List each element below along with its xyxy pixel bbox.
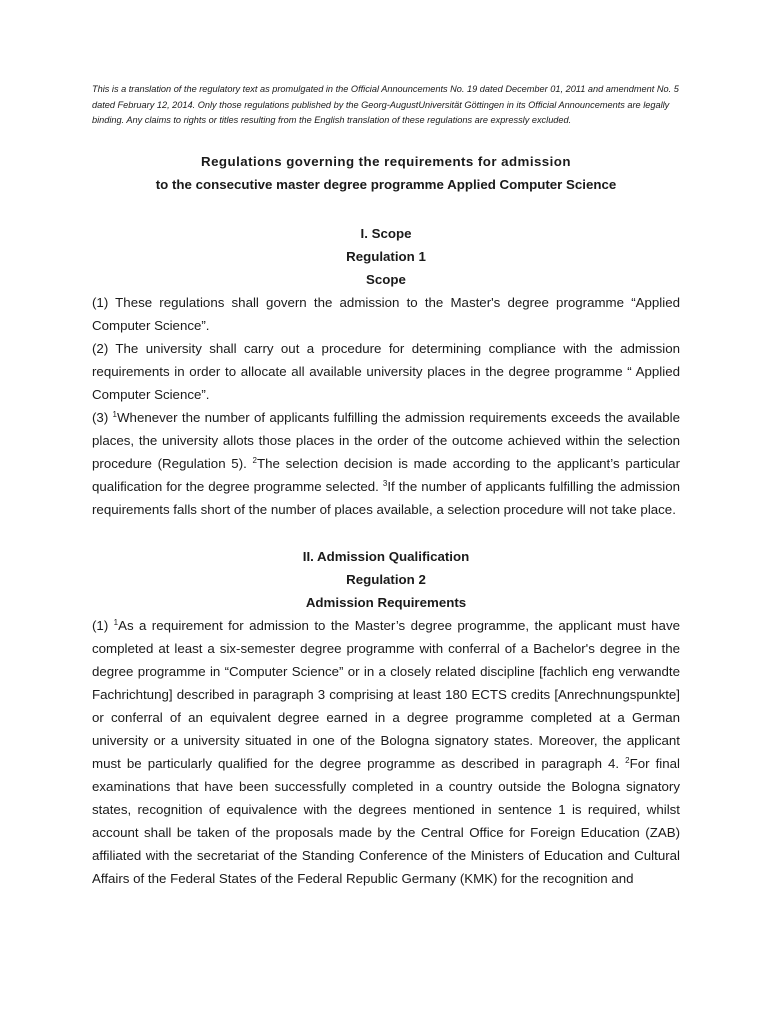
translation-disclaimer: This is a translation of the regulatory text as promulgated in the Official Announcements No. 19 dated December 01, 2011 and amendment No. 5 dated February 12, 2014. Only those regulations published by the Georg-AugustUniversität Göttingen in its Official Announcements are legally binding. Any claims to rights or titles resulting from the English translation of these regulations are expressly excluded.: [92, 84, 679, 126]
paragraph-3: [92, 406, 680, 521]
sentence-marker: 3: [382, 478, 388, 488]
sentence-text: As a requirement for admission to the Master’s degree programme, the applicant must have completed at least a six-semester degree programme with conferral of a Bachelor's degree in the degree programme in “Computer Science” or in a closely related discipline [fachlich eng verwandte Fachrichtung] described in paragraph 3 comprising at least 180 ECTS credits [Anrechnungspunkte] or conferral of an equivalent degree earned in a degree programme completed at a German university or a university situated in one of the Bologna signatory states. Moreover, the applicant must be particularly qualified for the degree programme as described in paragraph 4.: [92, 617, 680, 771]
document-page: [92, 82, 680, 890]
regulation-number: Regulation 1: [346, 248, 426, 264]
paragraph-2: (2) The university shall carry out a procedure for determining compliance with the admission requirements in order to allocate all available university places in the degree programme “ Applied Computer Science”.: [92, 340, 680, 402]
sentence-marker: 2: [252, 455, 257, 465]
paragraph-number: (1): [92, 617, 114, 633]
sentence-text: The selection decision is made according to the applicant’s particular qualification for the degree programme selected.: [92, 455, 680, 494]
document-title-line-1: Regulations governing the requirements for admission: [201, 153, 571, 169]
section-heading: I. Scope: [360, 225, 412, 241]
sentence-marker: 1: [113, 617, 119, 627]
regulation-title: Admission Requirements: [305, 594, 467, 610]
regulation-number: Regulation 2: [346, 571, 426, 587]
paragraph-1: [92, 614, 680, 890]
paragraph-number: (3): [92, 409, 113, 425]
section-admission-qualification: [92, 545, 680, 890]
document-title-line-2: to the consecutive master degree programme Applied Computer Science: [155, 176, 617, 192]
regulation-title: Scope: [366, 271, 406, 287]
sentence-text: If the number of applicants fulfilling the admission requirements falls short of the number of places available, a selection procedure will not take place.: [92, 478, 680, 517]
sentence-marker: 1: [112, 409, 117, 419]
section-scope: [92, 222, 680, 521]
paragraph-1: (1) These regulations shall govern the admission to the Master's degree programme “Applied Computer Science”.: [92, 294, 680, 333]
sentence-text: Whenever the number of applicants fulfilling the admission requirements exceeds the available places, the university allots those places in the order of the outcome achieved within the selection procedure (Regulation 5).: [92, 409, 681, 471]
sentence-marker: 2: [625, 755, 630, 765]
sentence-text: For final examinations that have been successfully completed in a country outside the Bologna signatory states, recognition of equivalence with the degrees mentioned in sentence 1 is required, whilst account shall be taken of the proposals made by the Central Office for Foreign Education (ZAB) affiliated with the secretariat of the Standing Conference of the Ministers of Education and Cultural Affairs of the Federal States of the Federal Republic Germany (KMK) for the recognition and: [92, 755, 680, 886]
section-heading: II. Admission Qualification: [302, 548, 470, 564]
